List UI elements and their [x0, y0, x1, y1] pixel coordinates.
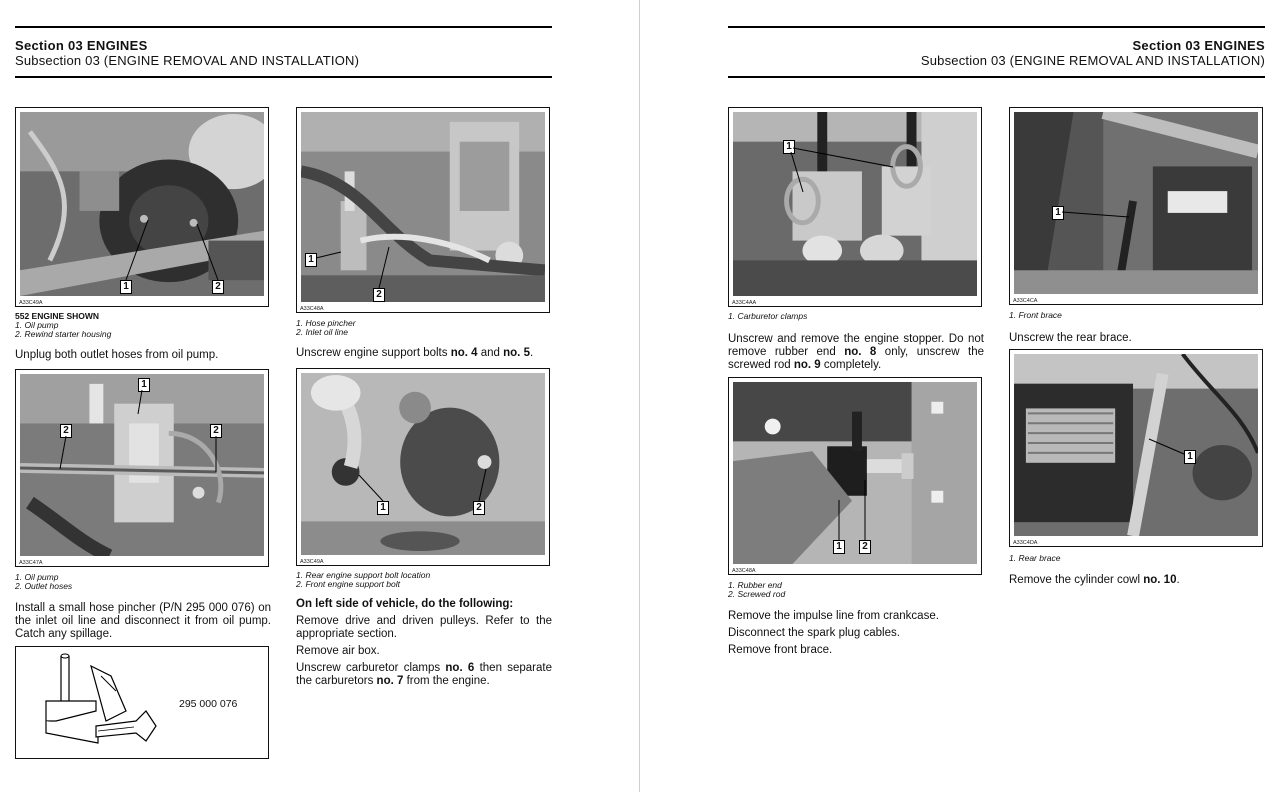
rubber-end-photo	[733, 382, 977, 564]
callout-2b: 2	[210, 424, 222, 438]
caption-fig7	[728, 581, 785, 599]
caption-line: 2. Outlet hoses	[15, 581, 73, 591]
header-top-rule-right	[728, 26, 1265, 28]
carburetor-photo	[733, 112, 977, 296]
paragraph-support-bolts	[296, 347, 550, 360]
caption-fig6	[1009, 311, 1062, 320]
ref-no7: no. 7	[376, 675, 404, 687]
figure-carburetor-clamps	[728, 107, 982, 307]
section-title-right: Section 03 ENGINES	[1132, 38, 1265, 53]
caption-line: 1. Rear brace	[1009, 553, 1061, 563]
subsection-title-left: Subsection 03 (ENGINE REMOVAL AND INSTALLATION)	[15, 53, 360, 68]
paragraph-carburetor-clamps	[296, 662, 552, 688]
text-segment: .	[529, 347, 534, 359]
text-segment: and	[477, 347, 504, 359]
caption-line: 1. Oil pump	[15, 572, 59, 582]
figure-rubber-end	[728, 377, 982, 575]
page-divider	[639, 0, 640, 792]
callout-2: 2	[60, 424, 72, 438]
paragraph-engine-stopper	[728, 333, 984, 372]
engine-photo	[20, 112, 264, 296]
caption-line: 2. Screwed rod	[728, 589, 786, 599]
callout-2: 2	[373, 288, 385, 302]
figure-support-bolts	[296, 368, 550, 566]
callout-1: 1	[833, 540, 845, 554]
text-segment: from the engine.	[403, 675, 490, 687]
text-segment: Unscrew carburetor clamps	[296, 662, 446, 674]
text-segment: Unscrew engine support bolts	[296, 347, 451, 359]
caption-line: 2. Inlet oil line	[296, 327, 348, 337]
figure-code: A33C49A	[19, 300, 43, 306]
figure-code: A33C49A	[300, 559, 324, 565]
callout-1: 1	[120, 280, 132, 294]
ref-no5: no. 5	[503, 347, 530, 359]
figure-code: A33C48A	[732, 568, 756, 574]
callout-1: 1	[377, 501, 389, 515]
callout-1: 1	[1184, 450, 1196, 464]
figure-front-brace	[1009, 107, 1263, 305]
caption-line: 1. Rubber end	[728, 580, 782, 590]
header-top-rule-left	[15, 26, 552, 28]
subsection-title-right: Subsection 03 (ENGINE REMOVAL AND INSTALLATION)	[920, 53, 1265, 68]
paragraph-install-pincher: Install a small hose pincher (P/N 295 000 076) on the inlet oil line and disconnect it from oil pump. Catch any spillage.	[15, 602, 271, 640]
ref-no6: no. 6	[445, 662, 475, 674]
paragraph-unscrew-rear-brace: Unscrew the rear brace.	[1009, 332, 1132, 344]
paragraph-cylinder-cowl	[1009, 574, 1263, 587]
hose-pincher-photo	[301, 112, 545, 302]
caption-line: 1. Hose pincher	[296, 318, 356, 328]
text-segment: Unscrew and remove the engine stopper. Do not remove rubber end	[728, 333, 984, 358]
text-segment: then separate the carburetors	[296, 662, 552, 687]
caption-fig4	[296, 571, 430, 589]
callout-1: 1	[1052, 206, 1064, 220]
section-title-left: Section 03 ENGINES	[15, 38, 148, 53]
text-segment: .	[1176, 574, 1180, 586]
text-segment: only, unscrew the screwed rod	[728, 346, 984, 371]
paragraph-impulse-line: Remove the impulse line from crankcase.	[728, 610, 939, 622]
ref-no4: no. 4	[450, 347, 478, 359]
ref-no10: no. 10	[1143, 574, 1177, 586]
header-bottom-rule-left	[15, 76, 552, 78]
figure-hose-pincher	[296, 107, 550, 313]
callout-2: 2	[473, 501, 485, 515]
caption-title: 552 ENGINE SHOWN	[15, 311, 100, 321]
caption-line: 2. Rewind starter housing	[15, 329, 112, 339]
caption-line: 1. Carburetor clamps	[728, 311, 808, 321]
paragraph-front-brace: Remove front brace.	[728, 644, 833, 656]
callout-2: 2	[212, 280, 224, 294]
caption-fig1	[15, 312, 111, 339]
header-bottom-rule-right	[728, 76, 1265, 78]
ref-no9: no. 9	[793, 359, 821, 371]
figure-code: A33C48A	[300, 306, 324, 312]
support-bolt-photo	[301, 373, 545, 555]
caption-fig2	[296, 319, 356, 337]
callout-2: 2	[859, 540, 871, 554]
figure-code: A33C4CA	[1013, 298, 1038, 304]
figure-tool-drawing	[15, 646, 269, 759]
figure-code: A33C47A	[19, 560, 43, 566]
tool-part-number: 295 000 076	[179, 698, 238, 710]
heading-left-side: On left side of vehicle, do the following:	[296, 598, 514, 610]
ref-no8: no. 8	[844, 346, 877, 358]
caption-line: 1. Rear engine support bolt location	[296, 570, 431, 580]
figure-code: A33C4DA	[1013, 540, 1038, 546]
paragraph-unplug-hoses: Unplug both outlet hoses from oil pump.	[15, 349, 219, 361]
callout-1: 1	[138, 378, 150, 392]
text-segment: completely.	[820, 359, 882, 371]
paragraph-remove-air-box: Remove air box.	[296, 645, 380, 657]
caption-fig3	[15, 573, 72, 591]
caption-line: 2. Front engine support bolt	[296, 579, 400, 589]
figure-rear-brace	[1009, 349, 1263, 547]
caption-line: 1. Front brace	[1009, 310, 1062, 320]
figure-oil-pump-hoses	[15, 369, 269, 567]
hose-pincher-tool-drawing	[36, 651, 166, 755]
figure-code: A33C4AA	[732, 300, 757, 306]
callout-1: 1	[305, 253, 317, 267]
caption-line: 1. Oil pump	[15, 320, 59, 330]
text-segment: Remove the cylinder cowl	[1009, 574, 1144, 586]
callout-1: 1	[783, 140, 795, 154]
caption-fig8	[1009, 554, 1061, 563]
rear-brace-photo	[1014, 354, 1258, 536]
front-brace-photo	[1014, 112, 1258, 294]
paragraph-remove-pulleys: Remove drive and driven pulleys. Refer to the appropriate section.	[296, 615, 552, 640]
figure-oil-pump-552	[15, 107, 269, 307]
caption-fig5	[728, 312, 807, 321]
paragraph-spark-plug: Disconnect the spark plug cables.	[728, 627, 900, 639]
oil-pump-photo	[20, 374, 264, 556]
